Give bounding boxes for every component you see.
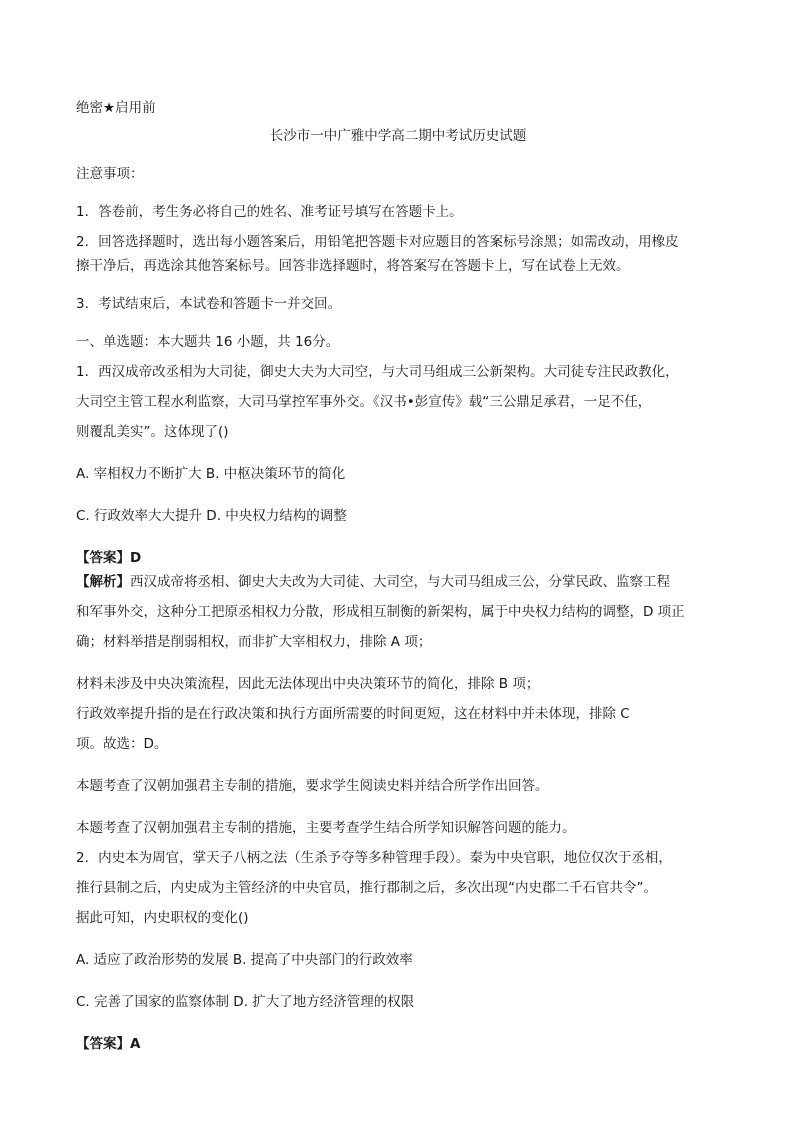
q2-stem-line-1: 2．内史本为周官，掌天子八柄之法（生杀予夺等多种管理手段）。秦为中央官职，地位仅次于丞相，: [76, 850, 672, 866]
notice-item-1: 1．答卷前，考生务必将自己的姓名、准考证号填写在答题卡上。: [76, 204, 463, 220]
secret-mark: 绝密★启用前: [76, 100, 156, 116]
exam-title: 长沙市一中广雅中学高二期中考试历史试题: [269, 128, 527, 144]
q2-stem-line-2: 推行县制之后，内史成为主管经济的中央官员，推行郡制之后，多次出现“内史郡二千石官共令”。: [76, 880, 657, 896]
q1-stem-line-3: 则覆乱美实”。这体现了(): [76, 424, 229, 440]
q1-note-1: 本题考查了汉朝加强君主专制的措施，要求学生阅读史料并结合所学作出回答。: [76, 778, 549, 794]
q1-analysis2-line-2: 行政效率提升指的是在行政决策和执行方面所需要的时间更短，这在材料中并未体现，排除 C: [76, 706, 630, 722]
answer-label: 【答案】: [76, 550, 130, 566]
q1-note-2: 本题考查了汉朝加强君主专制的措施，主要考查学生结合所学知识解答问题的能力。: [76, 820, 576, 836]
notice-item-3: 3．考试结束后，本试卷和答题卡一并交回。: [76, 296, 342, 312]
q1-stem-line-1: 1．西汉成帝改丞相为大司徒，御史大夫为大司空，与大司马组成三公新架构。大司徒专注民政教化，: [76, 364, 679, 380]
q1-options-cd: C. 行政效率大大提升 D. 中央权力结构的调整: [76, 508, 347, 524]
analysis-text: 西汉成帝将丞相、御史大夫改为大司徒、大司空，与大司马组成三公，分掌民政、监察工程: [130, 574, 670, 590]
answer-value: D: [130, 550, 142, 566]
q1-options-ab: A. 宰相权力不断扩大 B. 中枢决策环节的简化: [76, 466, 346, 482]
q2-options-cd: C. 完善了国家的监察体制 D. 扩大了地方经济管理的权限: [76, 994, 415, 1010]
section-heading: 一、单选题：本大题共 16 小题，共 16分。: [76, 334, 340, 350]
answer-label: 【答案】: [76, 1036, 130, 1052]
notice-item-2-cont: 擦干净后，再选涂其他答案标号。回答非选择题时，将答案写在答题卡上，写在试卷上无效。: [76, 258, 630, 274]
notice-heading: 注意事项：: [76, 166, 144, 182]
q1-analysis-line-1: [76, 570, 720, 594]
q2-options-ab: A. 适应了政治形势的发展 B. 提高了中央部门的行政效率: [76, 952, 413, 968]
q2-stem-line-3: 据此可知，内史职权的变化(): [76, 910, 249, 926]
exam-page: [76, 96, 720, 1056]
analysis-label: 【解析】: [76, 574, 130, 590]
q2-answer: [76, 1032, 720, 1056]
q1-answer: [76, 546, 720, 570]
q1-stem-line-2: 大司空主管工程水利监察，大司马掌控军事外交。《汉书•彭宣传》载“三公鼎足承君，一足不任，: [76, 394, 652, 410]
q1-analysis2-line-1: 材料未涉及中央决策流程，因此无法体现出中央决策环节的简化，排除 B 项；: [76, 676, 540, 692]
answer-value: A: [130, 1036, 141, 1052]
q1-analysis2-line-3: 项。故选：D。: [76, 736, 168, 752]
q1-analysis-line-3: 确；材料举措是削弱相权，而非扩大宰相权力，排除 A 项；: [76, 634, 432, 650]
notice-item-2: 2．回答选择题时，选出每小题答案后，用铅笔把答题卡对应题目的答案标号涂黑；如需改动，用橡皮: [76, 234, 679, 250]
q1-analysis-line-2: 和军事外交，这种分工把原丞相权力分散，形成相互制衡的新架构，属于中央权力结构的调整，D 项正: [76, 604, 685, 620]
